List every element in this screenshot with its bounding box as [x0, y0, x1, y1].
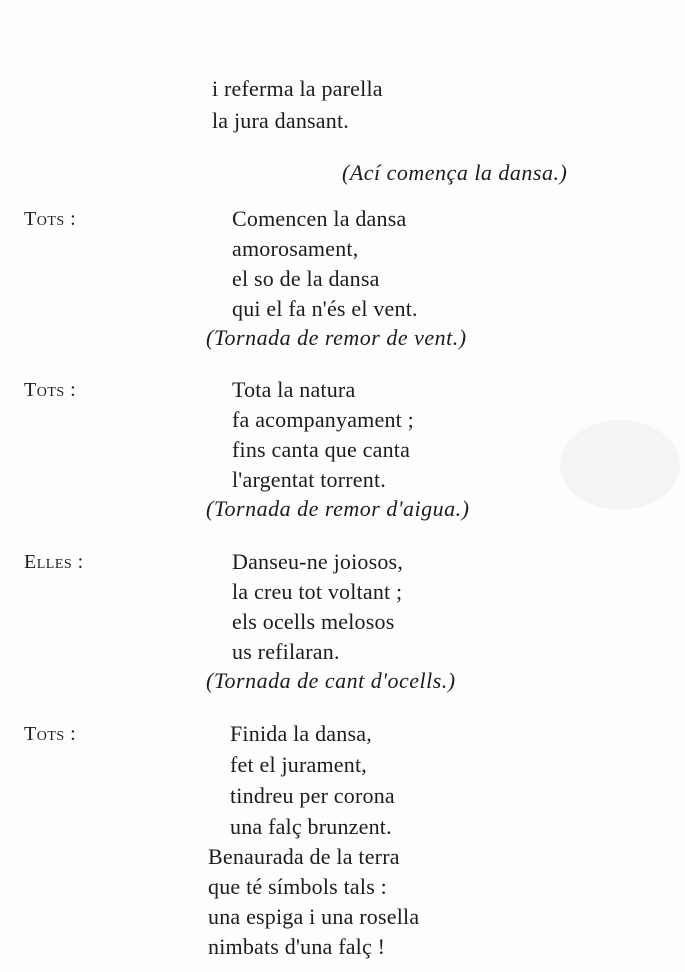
speaker-label: Tots : — [24, 208, 77, 230]
verse-line: fet el jurament, — [230, 752, 367, 777]
stage-direction: (Tornada de remor d'aigua.) — [206, 496, 470, 521]
verse-line: Danseu-ne joiosos, — [232, 549, 404, 574]
verse-line: Comencen la dansa — [232, 206, 407, 231]
verse-line: la creu tot voltant ; — [232, 579, 403, 604]
stage-direction: (Tornada de cant d'ocells.) — [206, 668, 456, 693]
stage-direction: (Tornada de remor de vent.) — [206, 325, 467, 350]
verse-line: Tota la natura — [232, 377, 356, 402]
verse-line: fa acompanyament ; — [232, 407, 414, 432]
verse-line: el so de la dansa — [232, 266, 380, 291]
verse-line: la jura dansant. — [212, 108, 349, 133]
speaker-label: Elles : — [24, 551, 84, 573]
stage-direction: (Ací comença la dansa.) — [342, 160, 568, 185]
verse-line: Benaurada de la terra — [208, 844, 400, 869]
verse-line: que té símbols tals : — [208, 874, 387, 899]
speaker-label: Tots : — [24, 379, 77, 401]
verse-line: els ocells melosos — [232, 609, 395, 634]
paper-stain — [560, 420, 680, 510]
speaker-label: Tots : — [24, 723, 77, 745]
verse-line: amorosament, — [232, 236, 359, 261]
verse-line: fins canta que canta — [232, 437, 411, 462]
verse-line: tindreu per corona — [230, 783, 395, 808]
verse-line: l'argentat torrent. — [232, 467, 386, 492]
verse-line: qui el fa n'és el vent. — [232, 296, 418, 321]
verse-line: una espiga i una rosella — [208, 904, 420, 929]
verse-line: una falç brunzent. — [230, 814, 392, 839]
verse-line: us refilaran. — [232, 639, 340, 664]
verse-line: nimbats d'una falç ! — [208, 934, 386, 959]
verse-line: Finida la dansa, — [230, 721, 372, 746]
verse-line: i referma la parella — [212, 76, 383, 101]
